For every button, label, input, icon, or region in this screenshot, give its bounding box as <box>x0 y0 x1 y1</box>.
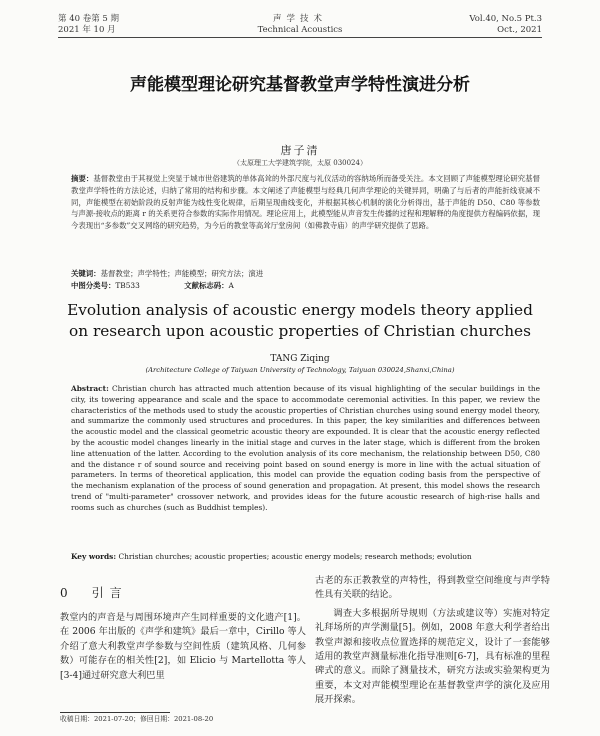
abstract-text-cn: 基督教堂由于其视觉上突显于城市世俗建筑的单体高耸的外部尺度与礼仪活动的容纳场所而备受关注。本文回顾了声能模型理论研究基督教堂声学特性的方法论述，归纳了常用的结构和步骤。本文阐述了声能模型与经典几何声学理论的关键异同，明确了与后者的声能折线衰减不同，声能模型在初始阶段的反射声能为线性变化规律，后期呈现曲线变化，并根据其核心机制的演化分析得出，基于声能的 D50、C80 等参数与声源-接收点的距离 r 的关系更符合参数的实际作用情况。理论应用上，此模型能从声音发生传播的过程和理解释的角度提供方程编码依据，现今表现出“多参数”交叉网络的研究趋势，为今后的教堂等高耸厅堂房间（如佛教寺庙）的声学研究提供了思路。 <box>71 174 540 231</box>
header-volume-en: Vol.40, No.5 Pt.3 <box>469 14 542 24</box>
keywords-cn <box>71 268 540 279</box>
doc-code-label: 文献标志码： <box>184 281 229 290</box>
abstract-en <box>71 384 540 514</box>
paper-title-cn: 声能模型理论研究基督教堂声学特性演进分析 <box>130 75 470 95</box>
cls-value: TB533 <box>115 281 140 290</box>
affiliation-en: (Architecture College of Taiyuan University of Technology, Taiyuan 030024,Shanxi,China) <box>145 366 455 374</box>
intro-paragraph-1: 教堂内的声音是与周围环境声产生同样重要的文化遗产[1]。在 2006 年出版的《声学和建筑》最后一章中，Cirillo 等人介绍了意大利教堂声学参数与空间性质（建筑风格、几何参数）可能存在的相关性[2]，如 Elicio 与 Martellotta 等人[3-4]通过研究意大利巴里 <box>60 612 306 681</box>
keywords-text-cn: 基督教堂；声学特性；声能模型；研究方法；演进 <box>100 269 264 278</box>
header-divider <box>58 37 542 38</box>
body-column-left <box>60 584 306 683</box>
footnote-received: 收稿日期：2021-07-20；修回日期：2021-08-20 <box>60 715 214 723</box>
abstract-text-en: Christian church has attracted much attention because of its visual highlighting of the secular buildings in the city, its towering appearance and scale and the space to accommodate ceremonial activities. In this paper, we review the characteristics of the methods used to study the acoustic properties of Christian churches using sound energy model theory, and summarize the commonly used structures and procedures. In this paper, the key similarities and differences between the acoustic model and the classical geometric acoustic theory are expounded. It is clear that the acoustic energy reflected by the acoustic model changes linearly in the initial stage and curves in the later stage, which is different from the broken line attenuation of the latter. According to the evolution analysis of its core mechanism, the relationship between D50, C80 and the distance r of sound source and receiving point based on sound energy is more in line with the actual situation of parameters. In terms of theoretical application, this model can provide the equation coding basis from the perspective of the mechanism explanation of the process of sound generation and propagation. At present, this model shows the research trend of "multi-parameter" crossover network, and provides ideas for the future acoustic research of high-rise halls and rooms such as churches (such as Buddhist temples). <box>71 384 540 512</box>
author-cn: 唐子清 <box>280 144 320 157</box>
footnote-divider <box>60 712 170 713</box>
paper-title-en: Evolution analysis of acoustic energy models theory applied on research upon acoustic properties of Christian churches <box>67 301 533 340</box>
doc-code-value: A <box>228 281 234 290</box>
header-date: 2021 年 10 月 <box>58 25 116 35</box>
running-header <box>58 14 542 38</box>
keywords-label-cn: 关键词： <box>71 269 101 278</box>
journal-name-cn: 声学技术 <box>272 14 327 24</box>
keywords-en <box>71 551 540 562</box>
intro-paragraph-2: 调查大多根据所导规则（方法或建议等）实施对特定礼拜场所的声学测量[5]。例如，2008 年意大利学者给出教堂声源和接收点位置选择的规范定义，设计了一套能够适用的教堂声测量标准化指导准则[6-7]，具有标准的里程碑式的意义。而除了测量技术，研究方法或实验架构更为重要，本文对声能模型理论在基督教堂声学的演化及应用展开探索。 <box>315 607 550 706</box>
author-en: TANG Ziqing <box>270 354 330 364</box>
abstract-label-cn: 摘要： <box>71 174 94 183</box>
body-column-right <box>315 574 550 712</box>
abstract-label-en: Abstract: <box>71 384 109 393</box>
header-volume: 第 40 卷第 5 期 <box>58 14 120 24</box>
cls-label: 中图分类号： <box>71 281 116 290</box>
header-date-en: Oct., 2021 <box>497 25 542 35</box>
abstract-cn <box>71 173 540 232</box>
keywords-label-en: Key words: <box>71 552 117 561</box>
keywords-text-en: Christian churches; acoustic properties; acoustic energy models; research methods; evolution <box>118 552 472 561</box>
section-heading-intro: 0 引言 <box>60 586 128 600</box>
header-right <box>469 14 542 36</box>
affiliation-cn: （太原理工大学建筑学院，太原 030024） <box>233 159 367 167</box>
intro-paragraph-continued: 古老的东正教教堂的声特性，得到教堂空间维度与声学特性具有关联的结论。 <box>315 575 550 601</box>
classification-line <box>71 280 540 291</box>
journal-name-en: Technical Acoustics <box>257 25 343 35</box>
